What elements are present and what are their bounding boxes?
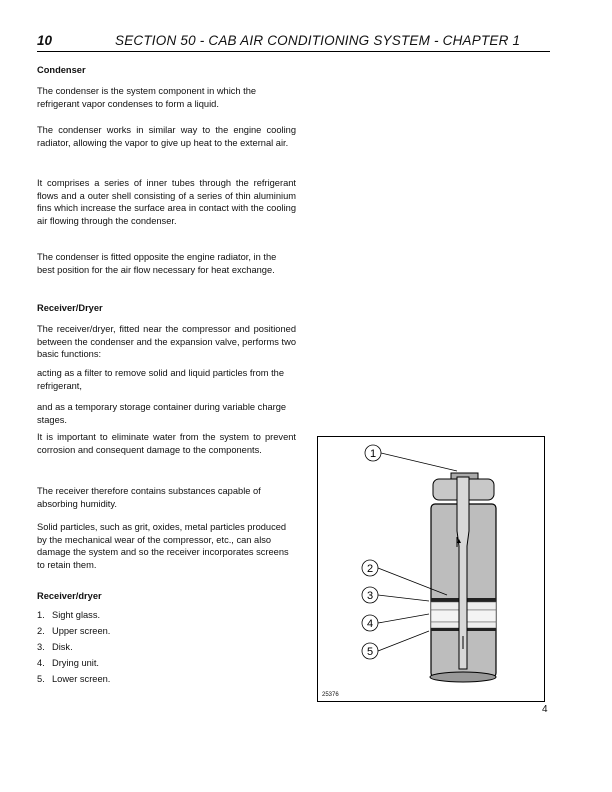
paragraph: The condenser works in similar way to the engine cooling radiator, allowing the vapor to give up heat to the external air. xyxy=(37,125,296,148)
paragraph: The condenser is fitted opposite the engine radiator, in the best position for the air flow necessary for heat exchange. xyxy=(37,252,277,275)
receiver-dryer-figure xyxy=(317,436,545,702)
heading-condenser: Condenser xyxy=(37,65,86,75)
legend-label: Drying unit. xyxy=(52,658,100,668)
legend-item xyxy=(37,658,99,668)
callout-2: 2 xyxy=(366,563,374,575)
paragraph: The condenser is the system component in which the refrigerant vapor condenses to form a liquid. xyxy=(37,86,257,109)
legend-item xyxy=(37,674,110,684)
legend-num: 1. xyxy=(37,610,45,620)
legend-item xyxy=(37,642,73,652)
page-number: 10 xyxy=(37,33,53,48)
callout-3: 3 xyxy=(366,590,374,602)
callout-4: 4 xyxy=(366,618,374,630)
cylinder-base xyxy=(430,672,496,682)
callout-5: 5 xyxy=(366,646,374,658)
section-title: SECTION 50 - CAB AIR CONDITIONING SYSTEM - CHAPTER 1 xyxy=(115,33,521,48)
legend-num: 5. xyxy=(37,674,45,684)
paragraph: It comprises a series of inner tubes through the refrigerant flows and a outer shell consisting of a series of thin aluminium fins which increase the surface area in contact with the cooling air flowing through the condenser. xyxy=(37,178,296,226)
paragraph: The receiver therefore contains substances capable of absorbing humidity. xyxy=(37,486,261,509)
paragraph: and as a temporary storage container during variable charge stages. xyxy=(37,402,287,425)
receiver-dryer-drawing xyxy=(318,437,544,701)
heading-receiver-dryer-legend: Receiver/dryer xyxy=(37,591,102,601)
heading-receiver-dryer: Receiver/Dryer xyxy=(37,303,103,313)
legend-num: 4. xyxy=(37,658,45,668)
legend-label: Disk. xyxy=(52,642,73,652)
callout-1: 1 xyxy=(369,448,377,460)
legend-num: 2. xyxy=(37,626,45,636)
paragraph: acting as a filter to remove solid and liquid particles from the refrigerant, xyxy=(37,368,285,391)
figure-number: 4 xyxy=(542,704,548,715)
legend-label: Upper screen. xyxy=(52,626,111,636)
page-header xyxy=(37,31,550,52)
legend-label: Sight glass. xyxy=(52,610,101,620)
legend-item xyxy=(37,626,110,636)
legend-num: 3. xyxy=(37,642,45,652)
paragraph: The receiver/dryer, fitted near the compressor and positioned between the condenser and the expansion valve, performs two basic functions: xyxy=(37,324,296,359)
figure-id: 25376 xyxy=(322,692,339,698)
legend-label: Lower screen. xyxy=(52,674,111,684)
paragraph: Solid particles, such as grit, oxides, metal particles produced by the mechanical wear of the compressor, etc., can also damage the system and so the receiver incorporates screens to retain them. xyxy=(37,522,289,570)
paragraph: It is important to eliminate water from the system to prevent corrosion and consequent damage to the components. xyxy=(37,432,296,455)
legend-item xyxy=(37,610,100,620)
